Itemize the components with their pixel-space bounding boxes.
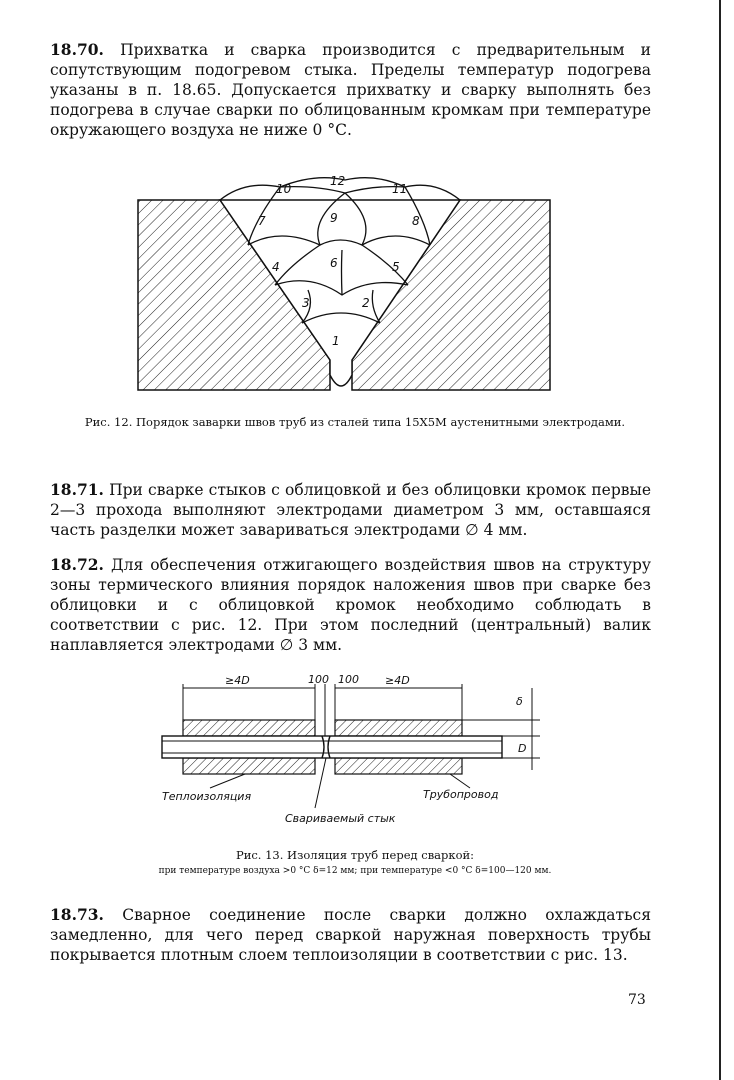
bead-label-11: 11 [392,182,408,196]
figure-12-caption: Рис. 12. Порядок заварки швов труб из сталей типа 15Х5М аустенитными электродами. [84,415,626,429]
insulation-top-right [335,720,462,736]
dim-right-label: ≥4D [385,674,410,687]
insulation-label: Теплоизоляция [162,790,252,803]
dim-left-label: ≥4D [225,674,250,687]
bead-label-4: 4 [272,260,280,274]
paragraph-18-72 [50,555,651,655]
insulation-bottom-right [335,758,462,774]
paragraph-text: Сварное соединение после сварки должно охлаждаться замедленно, для чего перед сваркой наружная поверхность трубы покрывается плотным слоем теплоизоляции в соответствии с рис. 13. [50,906,651,964]
figure-13-subcaption: при температуре воздуха >0 °С δ=12 мм; при температуре <0 °С δ=100—120 мм. [158,866,552,876]
paragraph-18-71 [50,480,651,540]
paragraph-number: 18.71. [50,480,104,499]
bead-label-2: 2 [362,296,370,310]
pipe [162,736,502,758]
insulation-bottom-left [183,758,315,774]
dim-delta-label: δ [516,695,523,708]
dim-center-right-label: 100 [338,673,359,686]
paragraph-number: 18.70. [50,40,104,59]
bead-label-8: 8 [412,214,420,228]
pipe-body [162,736,502,758]
pipe-label: Трубопровод [423,788,499,801]
bead-label-5: 5 [392,260,400,274]
paragraph-number: 18.73. [50,905,104,924]
paragraph-text: Для обеспечения отжигающего воздействия швов на структуру зоны термического влияния порядок наложения швов при сварке без облицовки и с облицовкой кромок необходимо соблюдать в соответствии с рис. 12. При этом последний (центральный) валик наплавляется электродами ∅ 3 мм. [50,556,651,654]
bead-label-1: 1 [332,334,340,348]
figure-13-caption: Рис. 13. Изоляция труб перед сваркой: [235,848,475,862]
paragraph-text: При сварке стыков с облицовкой и без облицовки кромок первые 2—3 прохода выполняют электродами диаметром 3 мм, оставшаяся часть разделки может завариваться электродами ∅ 4 мм. [50,481,651,539]
dim-diameter-label: D [518,742,527,755]
bead-label-3: 3 [302,296,310,310]
paragraph-text: Прихватка и сварка производится с предварительным и сопутствующим подогревом стыка. Пределы температур подогрева указаны в п. 18.65. Допускается прихватку и сварку выполнять без подогрева в случае сварки по облицованным кромкам при температуре окружающего воздуха не ниже 0 °С. [50,41,651,139]
joint-label: Свариваемый стык [285,812,396,825]
bead-label-10: 10 [276,182,292,196]
bead-label-9: 9 [330,211,338,225]
page-edge-line [719,0,721,1080]
page-number: 73 [628,992,646,1008]
bead-label-12: 12 [330,174,346,188]
paragraph-18-73 [50,905,651,965]
figure-13-labels [162,788,498,825]
figure-12-weld-diagram [130,165,560,397]
insulation-top-left [183,720,315,736]
paragraph-number: 18.72. [50,555,104,574]
bead-label-7: 7 [258,214,266,228]
bead-label-6: 6 [330,256,338,270]
figure-13-insulation-diagram [150,670,550,830]
dim-center-left-label: 100 [308,673,329,686]
paragraph-18-70 [50,40,651,140]
